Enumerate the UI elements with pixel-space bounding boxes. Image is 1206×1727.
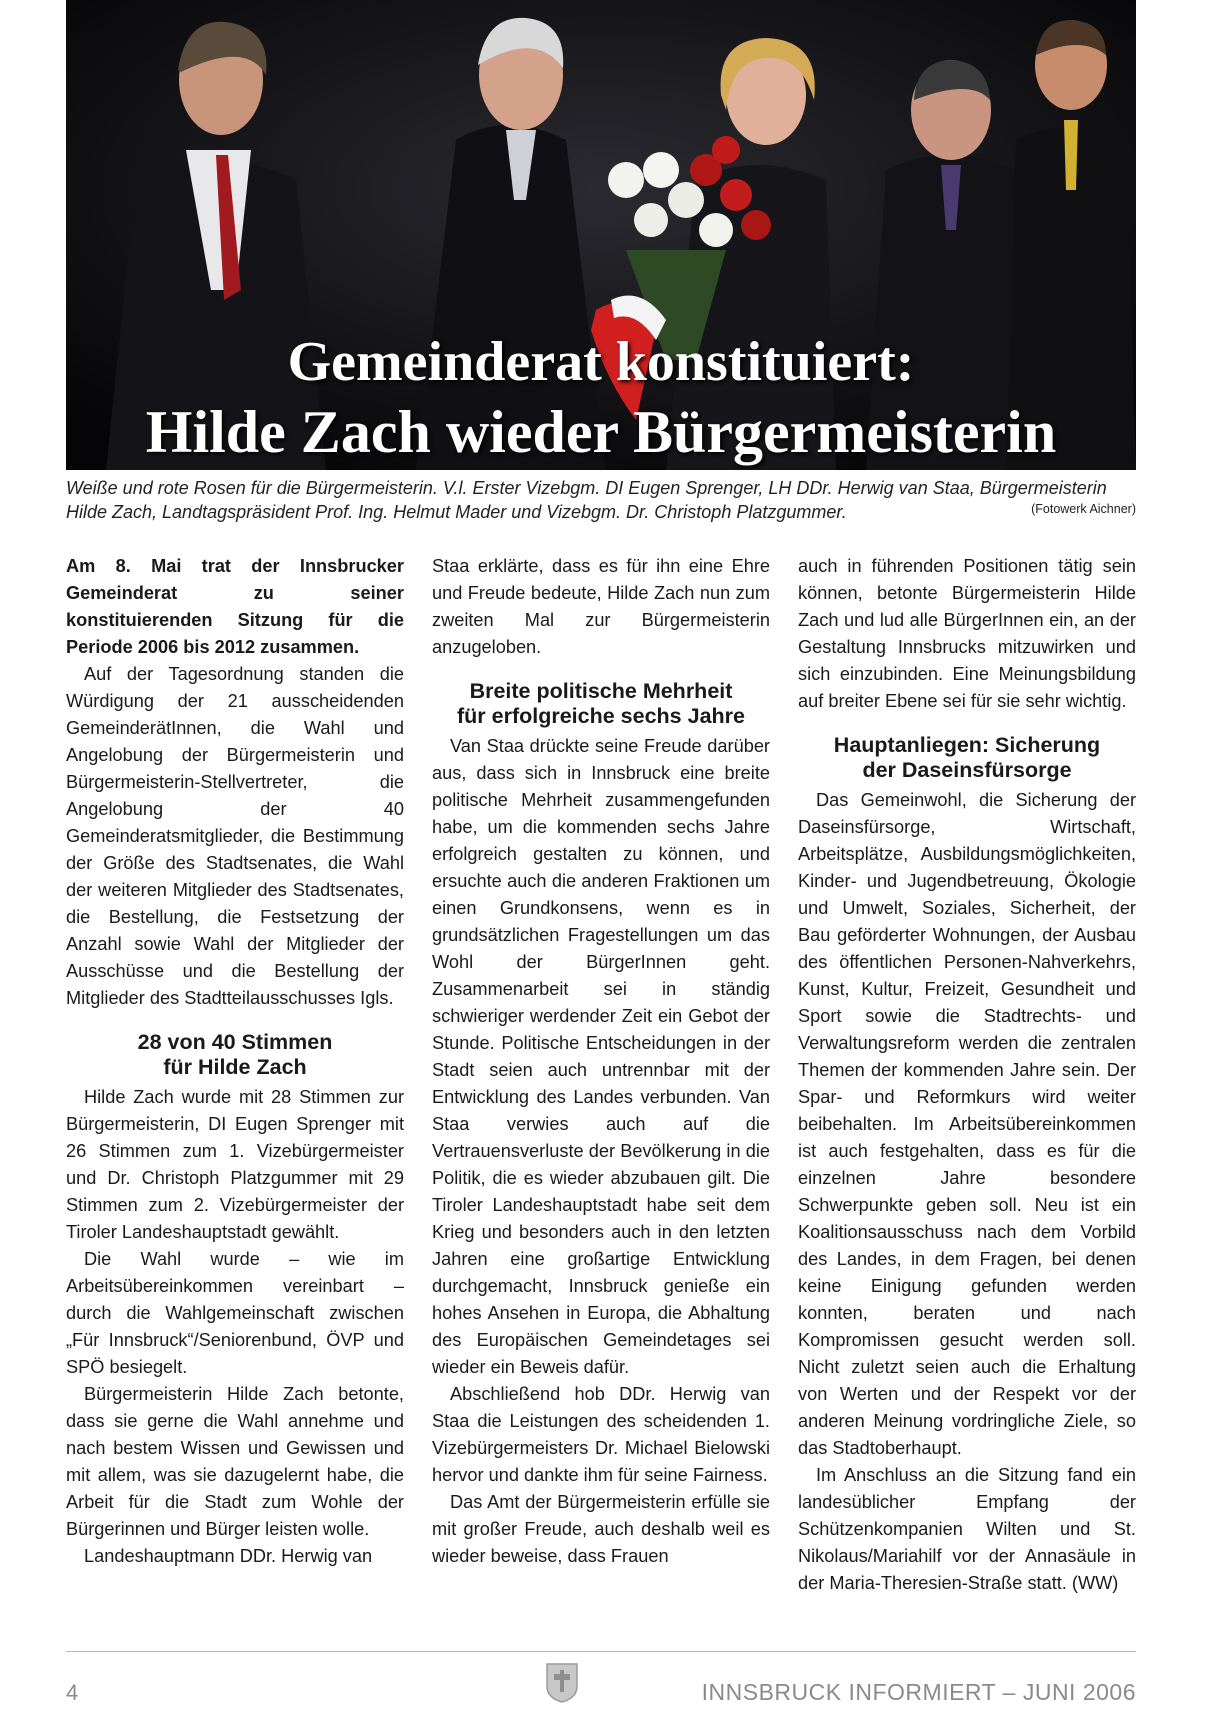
heading-line: für erfolgreiche sechs Jahre: [457, 704, 745, 728]
headline-line-2: Hilde Zach wieder Bürgermeisterin: [145, 399, 1057, 465]
publication-footer: INNSBRUCK INFORMIERT – JUNI 2006: [701, 1679, 1136, 1705]
heading-line: für Hilde Zach: [163, 1055, 307, 1079]
footer-divider: [66, 1651, 1136, 1652]
paragraph: auch in führenden Positionen tätig sein können, betonte Bürgermeisterin Hilde Zach und lud alle BürgerInnen ein, an der Gestaltung Innsbrucks mitzuwirken und sich einzubinden. Eine Meinungsbildung auf breiter Ebene sei für sie sehr wichtig.: [798, 556, 1136, 711]
photo-credit: (Fotowerk Aichner): [1031, 502, 1136, 516]
paragraph: Landeshauptmann DDr. Herwig van: [84, 1546, 373, 1566]
article-column-1: [66, 553, 404, 1570]
header-photo: [66, 0, 1136, 470]
page-number: 4: [66, 1680, 79, 1705]
paragraph: Staa erklärte, dass es für ihn eine Ehre und Freude bedeute, Hilde Zach nun zum zweiten Mal zur Bürgermeisterin anzugeloben.: [432, 556, 770, 657]
paragraph: Das Gemeinwohl, die Sicherung der Daseinsfürsorge, Wirtschaft, Arbeitsplätze, Ausbildungsmöglichkeiten, Kinder- und Jugendbetreuung, Ökologie und Umwelt, Soziales, Sicherheit, der Bau geförderter Wohnungen, der Ausbau des öffentlichen Personen-Nahverkehrs, Kunst, Kultur, Freizeit, Gesundheit und Sport sowie die Stadtrechts- und Verwaltungsreform werden die zentralen Themen der kommenden Jahre sein. Der Spar- und Reformkurs wird weiter beibehalten. Im Arbeitsübereinkommen ist auch festgehalten, dass es für die einzelnen Jahre besondere Schwerpunkte geben soll. Neu ist ein Koalitionsausschuss nach dem Vorbild des Landes, in dem Fragen, bei denen keine Einigung gefunden werden konnten, beraten und nach Kompromissen gesucht werden soll. Nicht zuletzt seien auch die Erhaltung von Werten und der Respekt vor der anderen Meinung vordringliche Ziele, so das Stadtoberhaupt.: [798, 790, 1136, 1458]
heading-line: Breite politische Mehrheit: [469, 679, 733, 703]
heading-line: 28 von 40 Stimmen: [137, 1030, 333, 1054]
section-heading: [798, 733, 1136, 783]
heading-line: Hauptanliegen: Sicherung: [833, 733, 1101, 757]
article-column-2: [432, 553, 770, 1570]
heading-line: der Daseinsfürsorge: [862, 758, 1072, 782]
headline-line-1: Gemeinderat konstituiert:: [287, 331, 915, 393]
section-heading: [66, 1030, 404, 1080]
section-heading: [432, 679, 770, 729]
paragraph: Das Amt der Bürgermeisterin erfülle sie mit großer Freude, auch deshalb weil es wieder beweise, dass Frauen: [432, 1492, 770, 1566]
city-crest-icon: [545, 1660, 579, 1704]
paragraph: Hilde Zach wurde mit 28 Stimmen zur Bürgermeisterin, DI Eugen Sprenger mit 26 Stimmen zum 1. Vizebürgermeister und Dr. Christoph Platzgummer mit 29 Stimmen zum 2. Vizebürgermeister der Tiroler Landeshauptstadt gewählt.: [66, 1087, 404, 1242]
article-lead: Am 8. Mai trat der Innsbrucker Gemeinderat zu seiner konstituierenden Sitzung für die Periode 2006 bis 2012 zusammen.: [66, 556, 404, 657]
paragraph: Van Staa drückte seine Freude darüber aus, dass sich in Innsbruck eine breite politische Mehrheit zusammengefunden habe, um die kommenden sechs Jahre erfolgreich gestalten zu können, und ersuchte auch die anderen Fraktionen um einen Grundkonsens, wenn es in grundsätzlichen Fragestellungen um das Wohl der BürgerInnen geht. Zusammenarbeit sei in ständig schwieriger werdender Zeit ein Gebot der Stunde. Politische Entscheidungen in der Stadt seien auch untrennbar mit der Entwicklung des Landes verbunden. Van Staa verwies auch auf die Vertrauensverluste der Bevölkerung in die Politik, die es wieder abzubauen gilt. Die Tiroler Landeshauptstadt habe seit dem Krieg und besonders auch in den letzten Jahren eine großartige Entwicklung durchgemacht, Innsbruck genieße ein hohes Ansehen in Europa, die Abhaltung des Europäischen Gemeindetages sei wieder ein Beweis dafür.: [432, 736, 770, 1377]
paragraph: Bürgermeisterin Hilde Zach betonte, dass sie gerne die Wahl annehme und nach bestem Wissen und Gewissen und mit allem, was sie dazugelernt habe, die Arbeit für die Stadt zum Wohle der Bürgerinnen und Bürger leisten wolle.: [66, 1384, 404, 1539]
paragraph: Auf der Tagesordnung standen die Würdigung der 21 ausscheidenden GemeinderätInnen, die Wahl und Angelobung der Bürgermeisterin und Bürgermeisterin-Stellvertreter, die Angelobung der 40 Gemeinderatsmitglieder, die Bestimmung der Größe des Stadtsenates, die Wahl der weiteren Mitglieder des Stadtsenates, die Bestellung, die Festsetzung der Anzahl sowie Wahl der Mitglieder der Ausschüsse und die Bestellung der Mitglieder des Stadtteilausschusses Igls.: [66, 664, 404, 1008]
paragraph: Im Anschluss an die Sitzung fand ein landesüblicher Empfang der Schützenkompanien Wilten und St. Nikolaus/Mariahilf vor der Annasäule in der Maria-Theresien-Straße statt. (WW): [798, 1465, 1136, 1593]
caption-text: Weiße und rote Rosen für die Bürgermeisterin. V.l. Erster Vizebgm. DI Eugen Sprenger, LH DDr. Herwig van Staa, Bürgermeisterin Hilde Zach, Landtagspräsident Prof. Ing. Helmut Mader und Vizebgm. Dr. Christoph Platzgummer.: [66, 478, 1107, 522]
paragraph: Die Wahl wurde – wie im Arbeitsübereinkommen vereinbart – durch die Wahlgemeinschaft zwischen „Für Innsbruck“/Seniorenbund, ÖVP und SPÖ besiegelt.: [66, 1249, 404, 1377]
photo-caption: [66, 476, 1136, 524]
article-column-3: [798, 553, 1136, 1597]
paragraph: Abschließend hob DDr. Herwig van Staa die Leistungen des scheidenden 1. Vizebürgermeisters Dr. Michael Bielowski hervor und dankte ihm für seine Fairness.: [432, 1384, 770, 1485]
